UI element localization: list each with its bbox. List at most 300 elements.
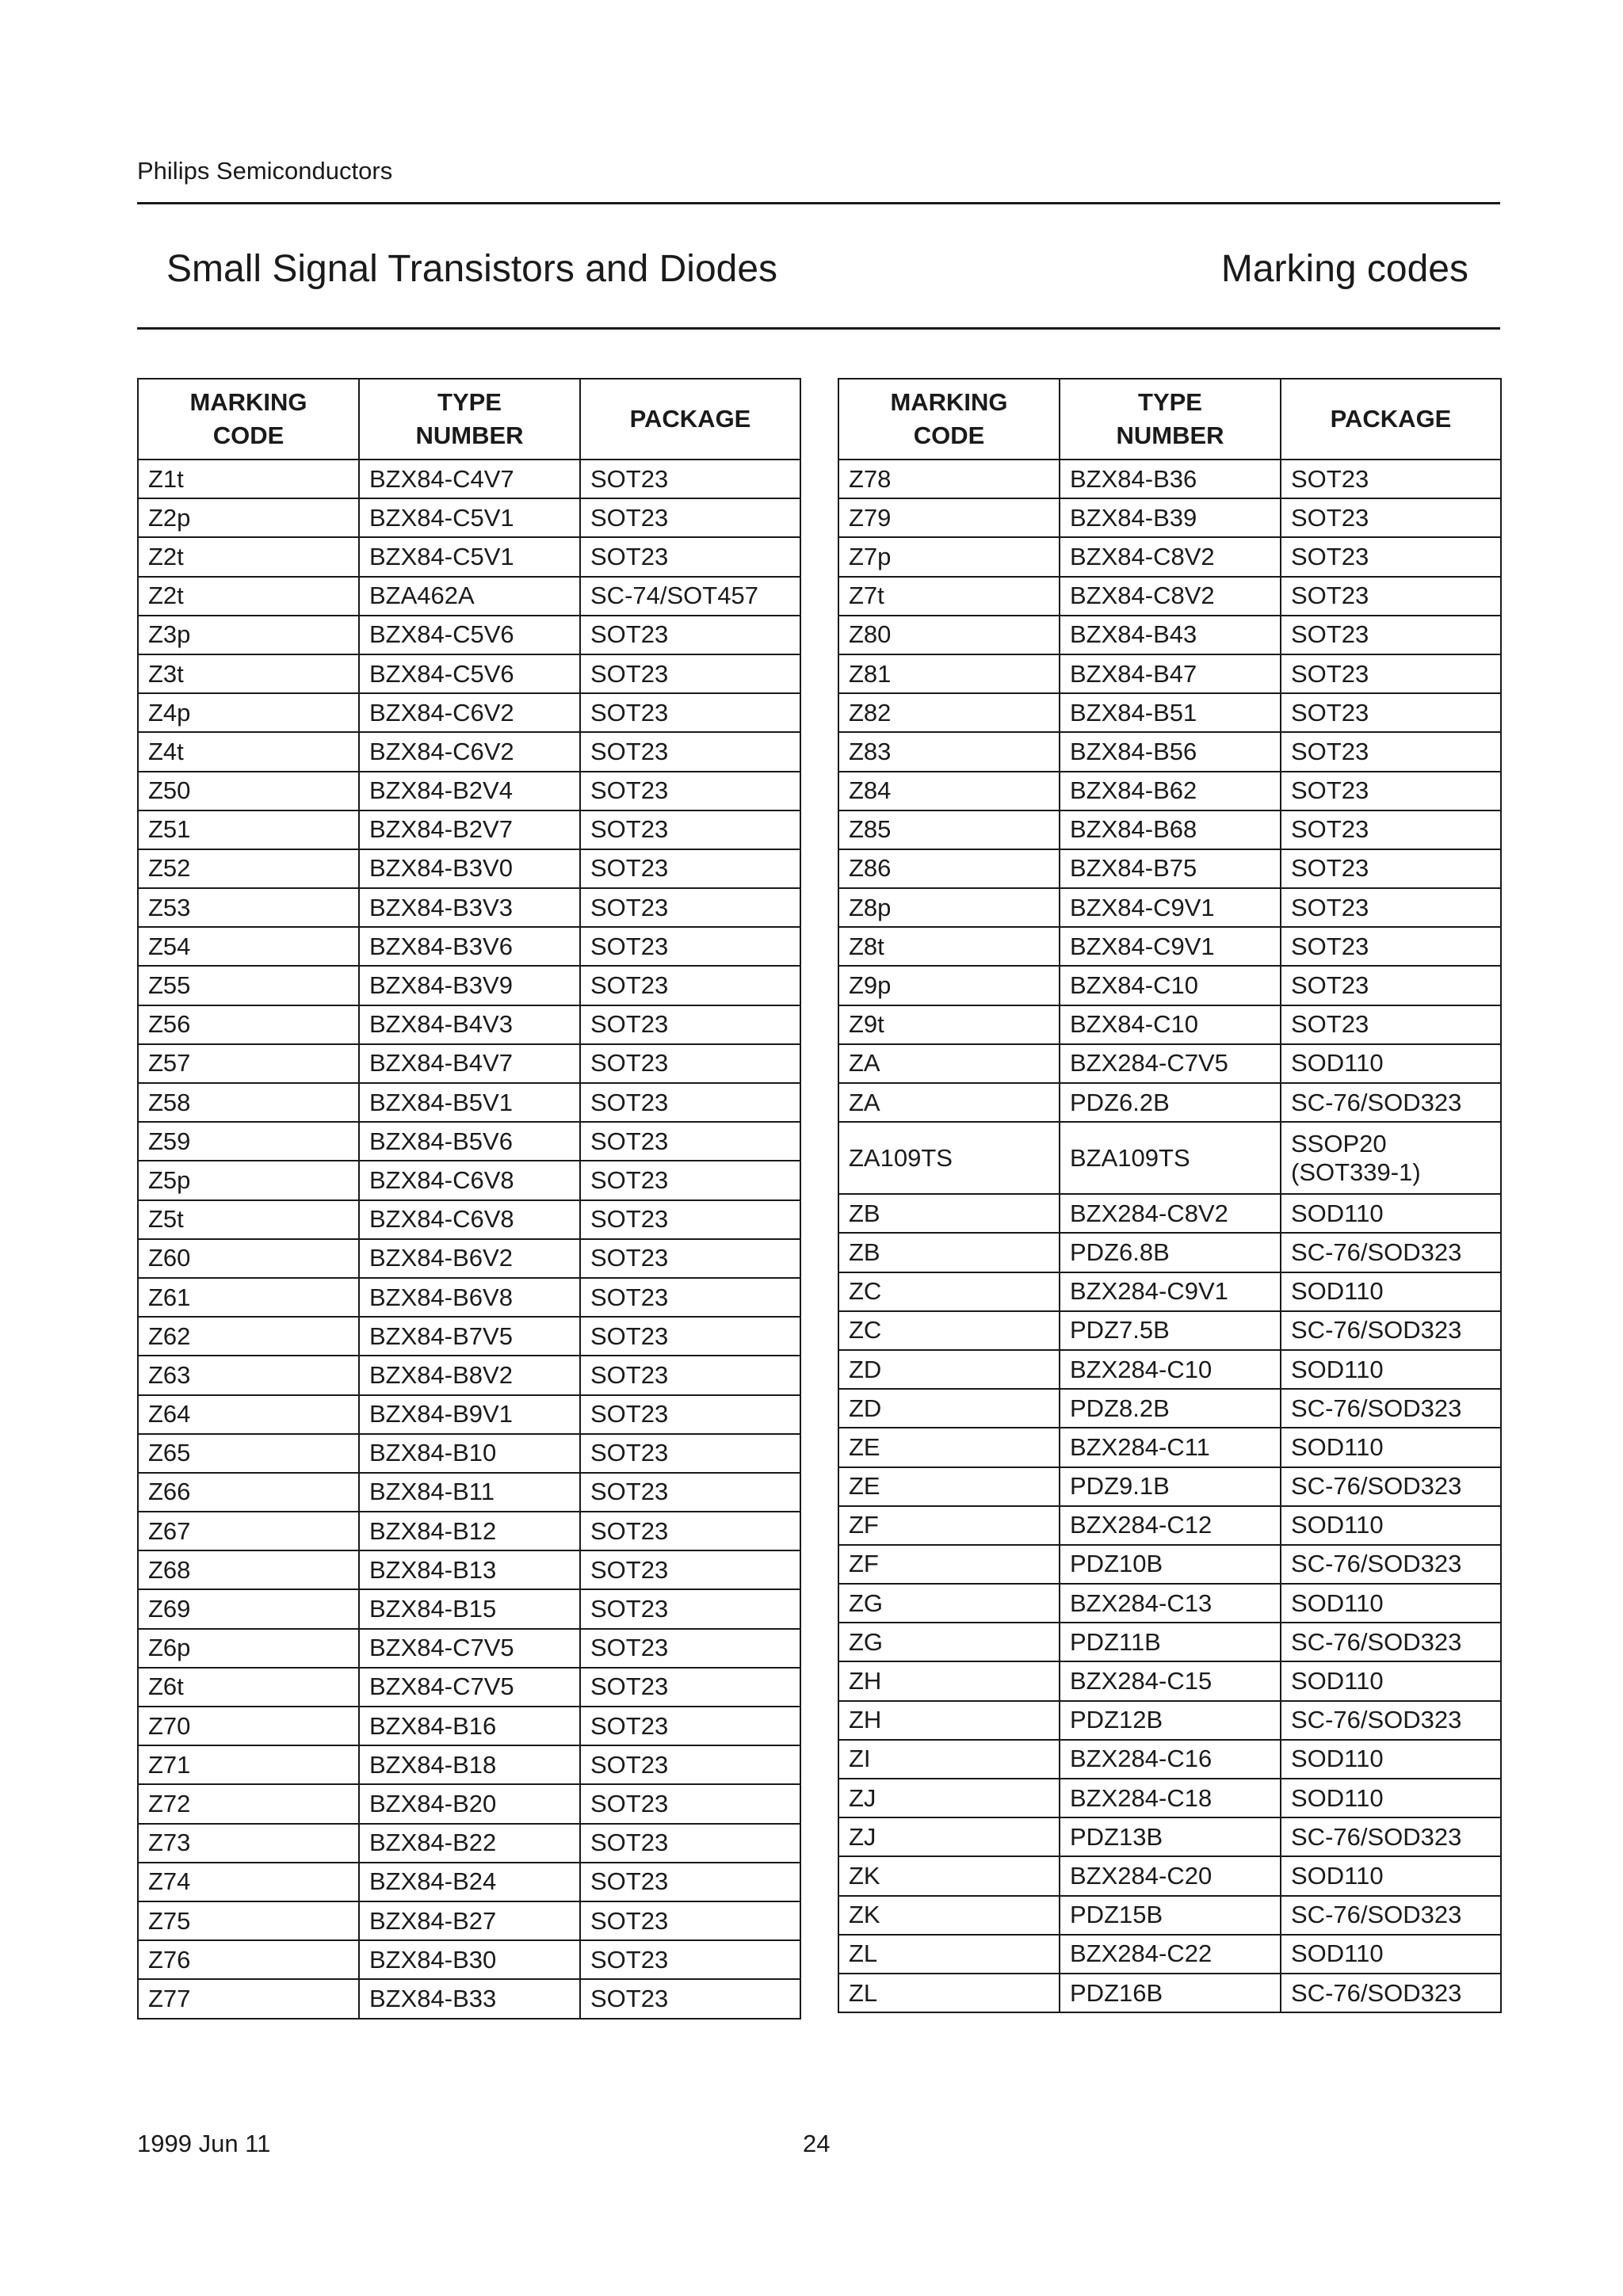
type-number-cell: BZX284-C15 bbox=[1060, 1661, 1281, 1700]
type-number-cell: BZX84-B3V9 bbox=[359, 966, 580, 1005]
marking-code-cell: Z68 bbox=[138, 1550, 359, 1589]
type-number-cell: BZX84-B8V2 bbox=[359, 1356, 580, 1394]
type-number-cell: BZX84-B6V8 bbox=[359, 1278, 580, 1317]
table-row bbox=[138, 1044, 800, 1083]
table-row bbox=[838, 1506, 1501, 1545]
table-row bbox=[138, 1200, 800, 1239]
marking-code-cell: Z84 bbox=[838, 772, 1060, 810]
table-row bbox=[138, 1824, 800, 1863]
package-cell: SOT23 bbox=[580, 810, 800, 849]
table-row bbox=[138, 1005, 800, 1044]
table-row bbox=[838, 693, 1501, 732]
marking-code-cell: Z65 bbox=[138, 1434, 359, 1473]
table-row bbox=[838, 966, 1501, 1005]
package-cell: SOD110 bbox=[1281, 1044, 1501, 1083]
table-row bbox=[838, 1389, 1501, 1428]
type-number-cell: BZX84-B18 bbox=[359, 1745, 580, 1784]
company-name: Philips Semiconductors bbox=[137, 157, 393, 185]
marking-code-cell: ZH bbox=[838, 1701, 1060, 1740]
table-row bbox=[138, 577, 800, 616]
package-cell: SOT23 bbox=[580, 1512, 800, 1550]
marking-code-cell: Z85 bbox=[838, 810, 1060, 849]
marking-code-cell: Z51 bbox=[138, 810, 359, 849]
table-row bbox=[838, 1233, 1501, 1272]
marking-code-cell: ZA bbox=[838, 1083, 1060, 1122]
package-cell: SOT23 bbox=[580, 1745, 800, 1784]
marking-code-cell: Z70 bbox=[138, 1707, 359, 1745]
package-cell: SOT23 bbox=[1281, 732, 1501, 771]
type-number-cell: BZX84-B16 bbox=[359, 1707, 580, 1745]
package-cell: SOT23 bbox=[580, 1668, 800, 1707]
package-cell: SOT23 bbox=[580, 1239, 800, 1278]
table-row bbox=[138, 1550, 800, 1589]
type-number-header: TYPE NUMBER bbox=[359, 379, 580, 460]
marking-code-cell: ZK bbox=[838, 1856, 1060, 1895]
table-row bbox=[838, 1740, 1501, 1779]
package-cell: SOT23 bbox=[1281, 616, 1501, 654]
type-number-cell: BZX84-B22 bbox=[359, 1824, 580, 1863]
marking-code-cell: Z4p bbox=[138, 693, 359, 732]
type-number-cell: BZX84-B24 bbox=[359, 1863, 580, 1901]
marking-code-cell: Z74 bbox=[138, 1863, 359, 1901]
marking-code-cell: ZE bbox=[838, 1467, 1060, 1506]
package-cell: SOD110 bbox=[1281, 1428, 1501, 1466]
package-cell: SOD110 bbox=[1281, 1740, 1501, 1779]
table-row bbox=[138, 1901, 800, 1940]
table-row bbox=[138, 772, 800, 810]
table-row bbox=[838, 1272, 1501, 1311]
package-cell: SOD110 bbox=[1281, 1350, 1501, 1389]
marking-code-cell: Z54 bbox=[138, 927, 359, 966]
table-row bbox=[838, 1311, 1501, 1350]
marking-code-cell: ZD bbox=[838, 1389, 1060, 1428]
package-cell: SOD110 bbox=[1281, 1584, 1501, 1623]
marking-code-cell: Z76 bbox=[138, 1940, 359, 1979]
package-cell: SOD110 bbox=[1281, 1779, 1501, 1817]
package-cell: SOT23 bbox=[580, 1824, 800, 1863]
type-number-cell: BZX84-B39 bbox=[1060, 498, 1281, 537]
table-row bbox=[838, 1083, 1501, 1122]
type-number-cell: BZX284-C10 bbox=[1060, 1350, 1281, 1389]
package-cell: SOT23 bbox=[580, 927, 800, 966]
table-row bbox=[838, 498, 1501, 537]
table-row bbox=[838, 577, 1501, 616]
table-row bbox=[138, 849, 800, 888]
marking-code-cell: Z71 bbox=[138, 1745, 359, 1784]
marking-code-cell: Z2t bbox=[138, 537, 359, 576]
table-row bbox=[138, 1512, 800, 1550]
table-row bbox=[138, 1473, 800, 1512]
type-number-cell: BZX84-B2V4 bbox=[359, 772, 580, 810]
type-number-cell: BZX84-B10 bbox=[359, 1434, 580, 1473]
table-row bbox=[838, 732, 1501, 771]
type-number-cell: PDZ7.5B bbox=[1060, 1311, 1281, 1350]
type-number-cell: BZX84-B2V7 bbox=[359, 810, 580, 849]
type-number-cell: PDZ15B bbox=[1060, 1896, 1281, 1935]
page-number: 24 bbox=[803, 2130, 831, 2157]
package-cell: SC-76/SOD323 bbox=[1281, 1701, 1501, 1740]
header-bottom-rule bbox=[137, 327, 1500, 330]
marking-code-cell: Z56 bbox=[138, 1005, 359, 1044]
section-title: Marking codes bbox=[1220, 248, 1468, 290]
package-cell: SOT23 bbox=[580, 1005, 800, 1044]
type-number-cell: BZX84-B47 bbox=[1060, 654, 1281, 693]
table-row bbox=[838, 772, 1501, 810]
package-cell: SOT23 bbox=[580, 1979, 800, 2018]
package-cell: SC-76/SOD323 bbox=[1281, 1545, 1501, 1584]
marking-code-cell: ZK bbox=[838, 1896, 1060, 1935]
type-number-cell: BZX84-B51 bbox=[1060, 693, 1281, 732]
type-number-cell: PDZ9.1B bbox=[1060, 1467, 1281, 1506]
package-cell: SOT23 bbox=[580, 1629, 800, 1668]
package-cell: SOD110 bbox=[1281, 1194, 1501, 1233]
marking-code-cell: Z6p bbox=[138, 1629, 359, 1668]
table-row bbox=[838, 1935, 1501, 1974]
table-row bbox=[838, 654, 1501, 693]
package-cell: SOD110 bbox=[1281, 1856, 1501, 1895]
package-cell: SOT23 bbox=[580, 1044, 800, 1083]
package-cell: SOT23 bbox=[580, 1863, 800, 1901]
package-cell: SOT23 bbox=[580, 966, 800, 1005]
marking-code-cell: Z7t bbox=[838, 577, 1060, 616]
marking-code-cell: Z80 bbox=[838, 616, 1060, 654]
type-number-cell: BZX84-C10 bbox=[1060, 966, 1281, 1005]
type-number-cell: BZX84-B36 bbox=[1060, 460, 1281, 498]
table-row bbox=[838, 1817, 1501, 1856]
marking-code-cell: ZE bbox=[838, 1428, 1060, 1466]
marking-code-cell: Z1t bbox=[138, 460, 359, 498]
marking-code-cell: Z8p bbox=[838, 888, 1060, 927]
package-cell: SC-76/SOD323 bbox=[1281, 1896, 1501, 1935]
type-number-cell: BZA109TS bbox=[1060, 1122, 1281, 1194]
table-row bbox=[838, 537, 1501, 576]
table-row bbox=[838, 1467, 1501, 1506]
table-row bbox=[138, 1863, 800, 1901]
package-cell: SOT23 bbox=[1281, 1005, 1501, 1044]
package-cell: SOT23 bbox=[1281, 498, 1501, 537]
package-cell: SOT23 bbox=[580, 1317, 800, 1356]
marking-code-cell: Z3t bbox=[138, 654, 359, 693]
type-number-cell: BZX84-C7V5 bbox=[359, 1668, 580, 1707]
type-number-cell: BZX84-C6V2 bbox=[359, 693, 580, 732]
table-row bbox=[138, 966, 800, 1005]
type-number-cell: BZA462A bbox=[359, 577, 580, 616]
type-number-cell: BZX84-C9V1 bbox=[1060, 888, 1281, 927]
package-cell: SOT23 bbox=[580, 693, 800, 732]
marking-code-cell: ZG bbox=[838, 1584, 1060, 1623]
marking-code-cell: Z75 bbox=[138, 1901, 359, 1940]
type-number-cell: PDZ16B bbox=[1060, 1974, 1281, 2012]
type-number-cell: BZX84-C10 bbox=[1060, 1005, 1281, 1044]
marking-code-cell: Z62 bbox=[138, 1317, 359, 1356]
marking-code-cell: ZI bbox=[838, 1740, 1060, 1779]
package-cell: SOT23 bbox=[580, 1395, 800, 1434]
table-row bbox=[138, 460, 800, 498]
table-row bbox=[838, 1005, 1501, 1044]
table-row bbox=[138, 1239, 800, 1278]
table-row bbox=[838, 1623, 1501, 1661]
package-cell: SOT23 bbox=[1281, 693, 1501, 732]
marking-code-cell: Z9t bbox=[838, 1005, 1060, 1044]
marking-code-header: MARKING CODE bbox=[838, 379, 1060, 460]
package-cell: SC-76/SOD323 bbox=[1281, 1623, 1501, 1661]
package-cell: SOT23 bbox=[580, 1473, 800, 1512]
package-cell: SSOP20 (SOT339-1) bbox=[1281, 1122, 1501, 1194]
table-row bbox=[138, 616, 800, 654]
type-number-cell: BZX84-B4V3 bbox=[359, 1005, 580, 1044]
table-header-row bbox=[838, 379, 1501, 460]
type-number-cell: BZX84-C5V1 bbox=[359, 537, 580, 576]
package-cell: SOT23 bbox=[580, 1200, 800, 1239]
marking-code-cell: Z52 bbox=[138, 849, 359, 888]
table-row bbox=[838, 888, 1501, 927]
marking-code-cell: Z5p bbox=[138, 1161, 359, 1199]
type-number-cell: PDZ6.2B bbox=[1060, 1083, 1281, 1122]
table-row bbox=[838, 1122, 1501, 1194]
type-number-cell: BZX84-B62 bbox=[1060, 772, 1281, 810]
package-cell: SOD110 bbox=[1281, 1272, 1501, 1311]
table-row bbox=[138, 1589, 800, 1628]
table-row bbox=[838, 1428, 1501, 1466]
marking-code-cell: Z61 bbox=[138, 1278, 359, 1317]
type-number-cell: BZX84-B9V1 bbox=[359, 1395, 580, 1434]
package-header: PACKAGE bbox=[1281, 379, 1501, 460]
table-row bbox=[838, 1584, 1501, 1623]
package-cell: SC-76/SOD323 bbox=[1281, 1233, 1501, 1272]
type-number-cell: BZX84-B3V0 bbox=[359, 849, 580, 888]
table-row bbox=[138, 1940, 800, 1979]
type-number-cell: BZX284-C9V1 bbox=[1060, 1272, 1281, 1311]
type-number-cell: BZX84-B12 bbox=[359, 1512, 580, 1550]
table-row bbox=[838, 1044, 1501, 1083]
type-number-cell: BZX84-C8V2 bbox=[1060, 577, 1281, 616]
type-number-cell: BZX84-B43 bbox=[1060, 616, 1281, 654]
table-row bbox=[138, 654, 800, 693]
table-row bbox=[838, 1896, 1501, 1935]
type-number-cell: BZX84-C8V2 bbox=[1060, 537, 1281, 576]
type-number-cell: BZX84-C5V6 bbox=[359, 654, 580, 693]
table-row bbox=[838, 1194, 1501, 1233]
table-row bbox=[838, 1661, 1501, 1700]
marking-code-cell: ZL bbox=[838, 1974, 1060, 2012]
marking-code-cell: ZC bbox=[838, 1272, 1060, 1311]
package-cell: SOT23 bbox=[580, 1901, 800, 1940]
marking-code-cell: ZB bbox=[838, 1233, 1060, 1272]
package-cell: SOT23 bbox=[580, 1550, 800, 1589]
package-cell: SOT23 bbox=[580, 654, 800, 693]
type-number-cell: BZX84-B20 bbox=[359, 1784, 580, 1823]
package-cell: SOT23 bbox=[1281, 537, 1501, 576]
marking-code-header: MARKING CODE bbox=[138, 379, 359, 460]
marking-code-cell: Z67 bbox=[138, 1512, 359, 1550]
marking-code-cell: Z78 bbox=[838, 460, 1060, 498]
marking-code-cell: ZA bbox=[838, 1044, 1060, 1083]
marking-code-cell: Z79 bbox=[838, 498, 1060, 537]
package-cell: SOT23 bbox=[1281, 577, 1501, 616]
package-cell: SOT23 bbox=[580, 1278, 800, 1317]
type-number-cell: BZX84-B56 bbox=[1060, 732, 1281, 771]
package-cell: SOT23 bbox=[580, 1083, 800, 1122]
type-number-cell: BZX284-C20 bbox=[1060, 1856, 1281, 1895]
type-number-cell: BZX84-B75 bbox=[1060, 849, 1281, 888]
marking-code-cell: ZD bbox=[838, 1350, 1060, 1389]
package-cell: SOT23 bbox=[580, 1356, 800, 1394]
table-row bbox=[138, 1629, 800, 1668]
type-number-cell: PDZ6.8B bbox=[1060, 1233, 1281, 1272]
package-cell: SOT23 bbox=[580, 1434, 800, 1473]
type-number-cell: BZX84-B4V7 bbox=[359, 1044, 580, 1083]
table-row bbox=[138, 1434, 800, 1473]
marking-code-cell: Z59 bbox=[138, 1122, 359, 1161]
marking-code-cell: Z86 bbox=[838, 849, 1060, 888]
marking-code-cell: Z3p bbox=[138, 616, 359, 654]
marking-code-cell: Z2p bbox=[138, 498, 359, 537]
package-cell: SOT23 bbox=[580, 1161, 800, 1199]
marking-code-cell: Z64 bbox=[138, 1395, 359, 1434]
marking-code-cell: ZL bbox=[838, 1935, 1060, 1974]
package-cell: SOT23 bbox=[580, 732, 800, 771]
table-row bbox=[138, 732, 800, 771]
package-cell: SOT23 bbox=[580, 1589, 800, 1628]
type-number-cell: BZX284-C11 bbox=[1060, 1428, 1281, 1466]
type-number-cell: BZX84-C6V8 bbox=[359, 1161, 580, 1199]
table-row bbox=[138, 1784, 800, 1823]
package-cell: SOT23 bbox=[1281, 927, 1501, 966]
table-row bbox=[138, 1745, 800, 1784]
type-number-cell: BZX84-C4V7 bbox=[359, 460, 580, 498]
marking-code-cell: Z72 bbox=[138, 1784, 359, 1823]
package-cell: SOT23 bbox=[580, 1707, 800, 1745]
table-row bbox=[138, 1122, 800, 1161]
type-number-cell: BZX284-C7V5 bbox=[1060, 1044, 1281, 1083]
type-number-cell: BZX284-C18 bbox=[1060, 1779, 1281, 1817]
header-top-rule bbox=[137, 202, 1500, 204]
marking-code-cell: ZC bbox=[838, 1311, 1060, 1350]
marking-code-cell: Z81 bbox=[838, 654, 1060, 693]
table-row bbox=[838, 1701, 1501, 1740]
footer-date: 1999 Jun 11 bbox=[137, 2130, 271, 2157]
type-number-cell: BZX84-B5V1 bbox=[359, 1083, 580, 1122]
package-cell: SC-76/SOD323 bbox=[1281, 1083, 1501, 1122]
package-cell: SOT23 bbox=[580, 888, 800, 927]
package-cell: SOT23 bbox=[1281, 772, 1501, 810]
package-cell: SOT23 bbox=[580, 498, 800, 537]
type-number-cell: PDZ8.2B bbox=[1060, 1389, 1281, 1428]
table-row bbox=[138, 888, 800, 927]
table-row bbox=[138, 498, 800, 537]
marking-code-cell: ZF bbox=[838, 1545, 1060, 1584]
table-row bbox=[138, 1278, 800, 1317]
marking-code-cell: Z66 bbox=[138, 1473, 359, 1512]
type-number-cell: BZX84-C7V5 bbox=[359, 1629, 580, 1668]
package-cell: SC-76/SOD323 bbox=[1281, 1389, 1501, 1428]
marking-code-cell: Z69 bbox=[138, 1589, 359, 1628]
type-number-cell: BZX84-B7V5 bbox=[359, 1317, 580, 1356]
marking-code-cell: ZH bbox=[838, 1661, 1060, 1700]
marking-codes-table-right bbox=[838, 378, 1502, 2013]
type-number-cell: BZX284-C13 bbox=[1060, 1584, 1281, 1623]
marking-code-cell: Z53 bbox=[138, 888, 359, 927]
marking-code-cell: Z50 bbox=[138, 772, 359, 810]
package-cell: SOT23 bbox=[1281, 654, 1501, 693]
marking-code-cell: Z7p bbox=[838, 537, 1060, 576]
marking-code-cell: Z83 bbox=[838, 732, 1060, 771]
marking-code-cell: ZF bbox=[838, 1506, 1060, 1545]
marking-code-cell: Z2t bbox=[138, 577, 359, 616]
table-row bbox=[838, 810, 1501, 849]
marking-code-cell: Z60 bbox=[138, 1239, 359, 1278]
marking-code-cell: Z55 bbox=[138, 966, 359, 1005]
package-cell: SOT23 bbox=[580, 849, 800, 888]
marking-code-cell: ZB bbox=[838, 1194, 1060, 1233]
table-row bbox=[138, 810, 800, 849]
table-row bbox=[838, 460, 1501, 498]
table-row bbox=[838, 1779, 1501, 1817]
package-cell: SC-76/SOD323 bbox=[1281, 1817, 1501, 1856]
marking-code-cell: Z9p bbox=[838, 966, 1060, 1005]
package-cell: SOT23 bbox=[1281, 888, 1501, 927]
type-number-cell: BZX84-B11 bbox=[359, 1473, 580, 1512]
type-number-cell: BZX284-C8V2 bbox=[1060, 1194, 1281, 1233]
document-title: Small Signal Transistors and Diodes bbox=[166, 248, 778, 290]
table-row bbox=[138, 693, 800, 732]
type-number-cell: BZX84-B13 bbox=[359, 1550, 580, 1589]
table-row bbox=[138, 1317, 800, 1356]
marking-code-cell: Z63 bbox=[138, 1356, 359, 1394]
package-cell: SOT23 bbox=[580, 616, 800, 654]
table-row bbox=[838, 1974, 1501, 2012]
type-number-cell: BZX84-C6V2 bbox=[359, 732, 580, 771]
package-cell: SC-76/SOD323 bbox=[1281, 1467, 1501, 1506]
type-number-cell: BZX84-B6V2 bbox=[359, 1239, 580, 1278]
table-row bbox=[138, 1668, 800, 1707]
type-number-cell: PDZ12B bbox=[1060, 1701, 1281, 1740]
type-number-cell: BZX84-B15 bbox=[359, 1589, 580, 1628]
type-number-cell: BZX284-C16 bbox=[1060, 1740, 1281, 1779]
package-cell: SOT23 bbox=[1281, 460, 1501, 498]
table-row bbox=[138, 1707, 800, 1745]
marking-code-cell: ZJ bbox=[838, 1817, 1060, 1856]
marking-code-cell: Z73 bbox=[138, 1824, 359, 1863]
type-number-cell: BZX84-B30 bbox=[359, 1940, 580, 1979]
type-number-cell: BZX84-C5V6 bbox=[359, 616, 580, 654]
type-number-cell: BZX84-B3V6 bbox=[359, 927, 580, 966]
marking-codes-table-left bbox=[137, 378, 801, 2019]
package-cell: SOT23 bbox=[580, 1122, 800, 1161]
table-row bbox=[138, 1161, 800, 1199]
package-cell: SOD110 bbox=[1281, 1661, 1501, 1700]
package-cell: SOT23 bbox=[1281, 966, 1501, 1005]
type-number-cell: BZX284-C12 bbox=[1060, 1506, 1281, 1545]
table-row bbox=[138, 927, 800, 966]
marking-code-cell: Z57 bbox=[138, 1044, 359, 1083]
type-number-cell: BZX84-B68 bbox=[1060, 810, 1281, 849]
type-number-cell: BZX84-B3V3 bbox=[359, 888, 580, 927]
table-row bbox=[838, 927, 1501, 966]
package-cell: SOT23 bbox=[580, 1940, 800, 1979]
type-number-cell: PDZ13B bbox=[1060, 1817, 1281, 1856]
package-cell: SOT23 bbox=[1281, 810, 1501, 849]
package-cell: SOT23 bbox=[580, 460, 800, 498]
package-cell: SC-76/SOD323 bbox=[1281, 1311, 1501, 1350]
type-number-cell: PDZ11B bbox=[1060, 1623, 1281, 1661]
table-row bbox=[838, 1545, 1501, 1584]
table-row bbox=[838, 1350, 1501, 1389]
marking-code-cell: Z77 bbox=[138, 1979, 359, 2018]
type-number-cell: BZX284-C22 bbox=[1060, 1935, 1281, 1974]
package-cell: SOT23 bbox=[580, 772, 800, 810]
marking-code-cell: ZG bbox=[838, 1623, 1060, 1661]
